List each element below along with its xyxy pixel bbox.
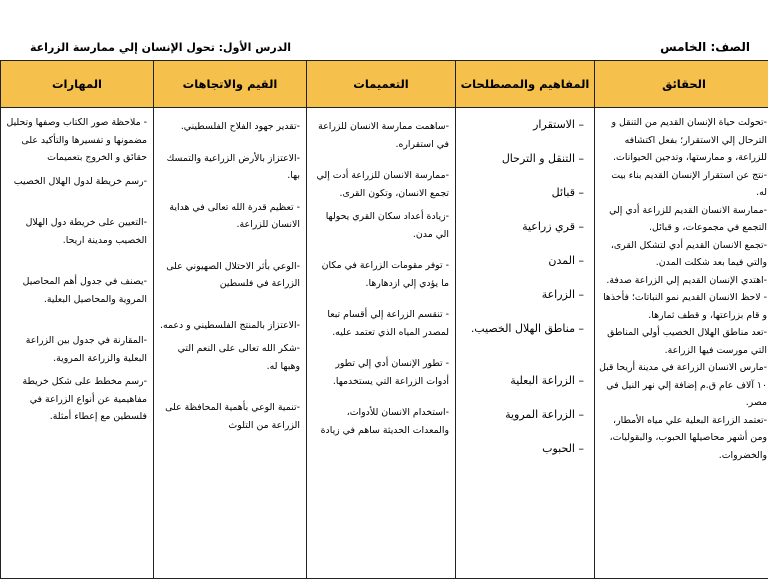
fact-item: -اهتدي الإنسان القديم إلي الزراعة صدفة. <box>599 272 767 290</box>
value-item: -الاعتزاز بالأرض الزراعية والتمسك بها. <box>158 150 300 185</box>
header-concepts: المفاهيم والمصطلحات <box>456 61 595 108</box>
fact-item: -تعتمد الزراعة البعلية علي مياه الأمطار، ومن أشهر محاصيلها الحبوب، والبقوليات، والخضروات. <box>599 412 767 465</box>
grade-label: الصف: الخامس <box>660 40 750 54</box>
concept-item: – مناطق الهلال الخصيب. <box>460 320 584 372</box>
concept-item: – قبائل <box>460 184 584 218</box>
fact-item: -تحولت حياة الإنسان القديم من التنقل و الترحال إلي الاستقرار؛ بفعل اكتشافه للزراعة، و ممارستها، وتدجين الحيوانات. <box>599 114 767 167</box>
concept-item: – الزراعة البعلية <box>460 372 584 406</box>
fact-item: -تعد مناطق الهلال الخصيب أولي المناطق التي مورست فيها الزراعة. <box>599 324 767 359</box>
skill-item: -يصنف في جدول أهم المحاصيل المروية والمحاصيل البعلية. <box>5 273 147 308</box>
skill-item: -المقارنة في جدول بين الزراعة البعلية والزراعة المروية. <box>5 332 147 367</box>
concept-item: – الحبوب <box>460 440 584 474</box>
lesson-title: الدرس الأول: تحول الإنسان إلي ممارسة الزراعة <box>30 41 291 54</box>
fact-item: -ممارسة الانسان القديم للزراعة أدي إلي التجمع في مجموعات، و قبائل. <box>599 202 767 237</box>
concept-item: – الاستقرار <box>460 116 584 150</box>
generalization-item: -زيادة أعداد سكان القري يحولها الي مدن. <box>311 208 449 243</box>
generalization-item: -ساهمت ممارسة الانسان للزراعة في استقراره. <box>311 118 449 153</box>
value-item: -الاعتزاز بالمنتج الفلسطيني و دعمه. <box>158 317 300 335</box>
skill-item: - ملاحظة صور الكتاب وصفها وتحليل مضمونها و تفسيرها والتأكيد على حقائق و الخروج بتعميمات <box>5 114 147 167</box>
skill-item: -التعيين على خريطة دول الهلال الخصيب ومدينة اريحا. <box>5 214 147 249</box>
concept-item: – الزراعة المروية <box>460 406 584 440</box>
concept-item: – الزراعة <box>460 286 584 320</box>
skill-item: -رسم مخطط على شكل خريطة مفاهيمية عن أنواع الزراعة في فلسطين مع إعطاء أمثلة. <box>5 373 147 426</box>
values-cell <box>154 108 307 579</box>
lesson-plan-table <box>0 60 768 579</box>
facts-cell <box>595 108 768 579</box>
concept-item: – التنقل و الترحال <box>460 150 584 184</box>
header-generalizations: التعميمات <box>307 61 456 108</box>
value-item: -تقدير جهود الفلاح الفلسطيني. <box>158 118 300 136</box>
generalization-item: - توفر مقومات الزراعة في مكان ما يؤدي إلي ازدهارها. <box>311 257 449 292</box>
header-facts: الحقائق <box>595 61 768 108</box>
value-item: -الوعي بأثر الاحتلال الصهيوني على الزراعة في فلسطين <box>158 258 300 293</box>
concepts-cell <box>456 108 595 579</box>
concept-item: – قري زراعية <box>460 218 584 252</box>
value-item: -شكر الله تعالى على النعم التي وهبها له. <box>158 340 300 375</box>
value-item: -تنمية الوعي بأهمية المحافظة على الزراعة من التلوث <box>158 399 300 434</box>
generalization-item: - تطور الإنسان أدي إلي تطور أدوات الزراعة التي يستخدمها. <box>311 355 449 390</box>
generalization-item: -ممارسة الانسان للزراعة أدت إلي تجمع الانسان، وتكون القرى. <box>311 167 449 202</box>
value-item: - تعظيم قدرة الله تعالى في هداية الانسان للزراعة. <box>158 199 300 234</box>
header-values: القيم والاتجاهات <box>154 61 307 108</box>
header-skills: المهارات <box>1 61 154 108</box>
concept-item: – المدن <box>460 252 584 286</box>
skills-cell <box>1 108 154 579</box>
fact-item: - لاحظ الانسان القديم نمو النباتات؛ فأخذها و قام بزراعتها، و قطف ثمارها. <box>599 289 767 324</box>
table-header-row <box>1 61 768 108</box>
fact-item: -نتج عن استقرار الإنسان القديم بناء بيت له. <box>599 167 767 202</box>
generalizations-cell <box>307 108 456 579</box>
page-header <box>0 38 768 58</box>
generalization-item: -استخدام الانسان للأدوات، والمعدات الحديثة ساهم في زيادة <box>311 404 449 439</box>
fact-item: -تجمع الانسان القديم أدي لتشكل القرى، والتي فيما بعد شكلت المدن. <box>599 237 767 272</box>
table-row <box>1 108 768 579</box>
generalization-item: - تنقسم الزراعة إلي أقسام تبعا لمصدر المياه الذي تعتمد عليه. <box>311 306 449 341</box>
skill-item: -رسم خريطة لدول الهلال الخصيب <box>5 173 147 191</box>
fact-item: -مارس الانسان الزراعة في مدينة أريحا قبل ١٠ آلاف عام ق.م إضافة إلي نهر النيل في مصر. <box>599 359 767 412</box>
